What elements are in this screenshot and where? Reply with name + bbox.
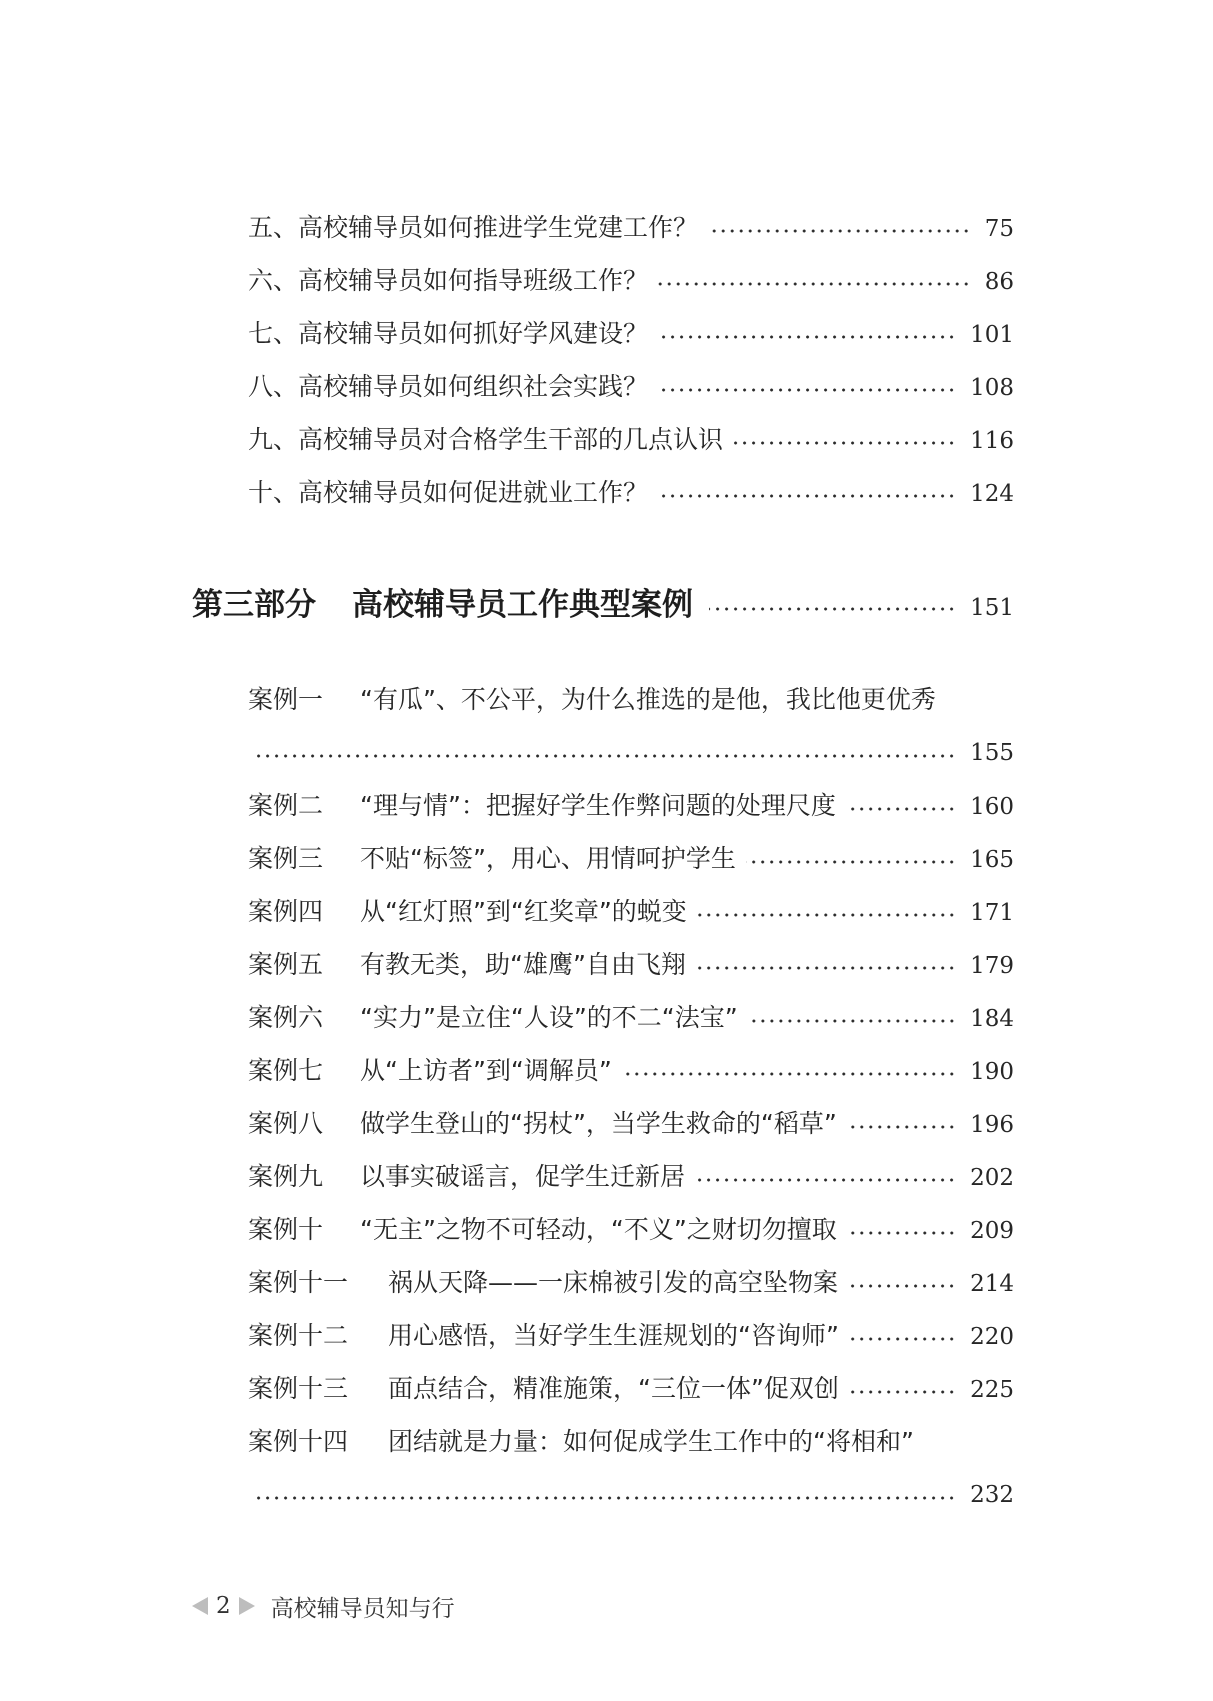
page-footer <box>192 1588 455 1624</box>
leader-dots <box>708 229 971 233</box>
case-title: 面点结合，精准施策，“三位一体”促双创 <box>388 1374 839 1403</box>
case-number: 案例一 <box>248 685 324 714</box>
toc-entry-page: 101 <box>970 322 1014 348</box>
toc-entry[interactable] <box>248 367 1014 407</box>
toc-entry-label: 七、高校辅导员如何抓好学风建设？ <box>248 319 649 348</box>
toc-case-entry-continuation[interactable] <box>256 733 1014 773</box>
leader-dots <box>658 388 956 392</box>
leader-dots <box>622 1072 956 1076</box>
toc-entry-page: 124 <box>970 481 1014 507</box>
case-title: 做学生登山的“拐杖”，当学生救命的“稻草” <box>360 1109 837 1138</box>
case-page: 171 <box>970 900 1014 926</box>
case-page: 214 <box>970 1271 1014 1297</box>
toc-case-entry[interactable] <box>248 786 1014 826</box>
case-number: 案例七 <box>248 1056 324 1085</box>
toc-entry-page: 108 <box>970 375 1014 401</box>
case-title: “实力”是立住“人设”的不二“法宝” <box>360 1003 738 1032</box>
case-title: “理与情”：把握好学生作弊问题的处理尺度 <box>360 791 836 820</box>
case-title: 祸从天降——一床棉被引发的高空坠物案 <box>388 1268 839 1297</box>
footer-book-title: 高校辅导员知与行 <box>270 1595 455 1622</box>
toc-case-entry[interactable] <box>248 1210 1014 1250</box>
case-page: 196 <box>970 1112 1014 1138</box>
case-title: 从“上访者”到“调解员” <box>360 1056 612 1085</box>
leader-dots <box>658 335 956 339</box>
leader-dots <box>846 807 956 811</box>
toc-case-entry[interactable] <box>248 945 1014 985</box>
leader-dots <box>847 1125 956 1129</box>
toc-case-entry[interactable] <box>248 1422 1014 1462</box>
case-number: 案例十三 <box>248 1374 349 1403</box>
case-number: 案例六 <box>248 1003 324 1032</box>
case-number: 案例四 <box>248 897 324 926</box>
leader-dots <box>697 913 956 917</box>
toc-case-entry[interactable] <box>248 998 1014 1038</box>
toc-section-heading[interactable] <box>192 580 1014 630</box>
toc-entry[interactable] <box>248 208 1014 248</box>
toc-case-entry-continuation[interactable] <box>256 1475 1014 1515</box>
case-page: 209 <box>970 1218 1014 1244</box>
triangle-right-icon <box>239 1597 255 1615</box>
case-page: 220 <box>970 1324 1014 1350</box>
case-number: 案例九 <box>248 1162 324 1191</box>
toc-entry[interactable] <box>248 420 1014 460</box>
case-page: 232 <box>970 1482 1014 1508</box>
case-title: “有瓜”、不公平，为什么推选的是他，我比他更优秀 <box>360 685 936 714</box>
leader-dots <box>709 607 956 611</box>
case-number: 案例三 <box>248 844 324 873</box>
toc-case-entry[interactable] <box>248 1104 1014 1144</box>
case-title: “无主”之物不可轻动，“不义”之财切勿擅取 <box>360 1215 837 1244</box>
case-number: 案例十四 <box>248 1427 349 1456</box>
case-title: 团结就是力量：如何促成学生工作中的“将相和” <box>388 1427 914 1456</box>
case-title: 用心感悟，当好学生生涯规划的“咨询师” <box>388 1321 839 1350</box>
toc-case-entry[interactable] <box>248 680 1014 720</box>
case-number: 案例八 <box>248 1109 324 1138</box>
toc-entry-page: 86 <box>984 269 1014 295</box>
toc-entry-label: 八、高校辅导员如何组织社会实践？ <box>248 372 649 401</box>
leader-dots <box>658 282 971 286</box>
case-title: 有教无类，助“雄鹰”自由飞翔 <box>360 950 686 979</box>
case-title: 不贴“标签”，用心、用情呵护学生 <box>360 844 736 873</box>
case-number: 案例五 <box>248 950 324 979</box>
toc-entry-label: 六、高校辅导员如何指导班级工作？ <box>248 266 649 295</box>
toc-case-entry[interactable] <box>248 892 1014 932</box>
case-page: 160 <box>970 794 1014 820</box>
toc-case-entry[interactable] <box>248 1316 1014 1356</box>
case-number: 案例十二 <box>248 1321 349 1350</box>
toc-case-entry[interactable] <box>248 1263 1014 1303</box>
case-page: 225 <box>970 1377 1014 1403</box>
case-page: 202 <box>970 1165 1014 1191</box>
toc-entry[interactable] <box>248 261 1014 301</box>
toc-entry[interactable] <box>248 314 1014 354</box>
leader-dots <box>748 1019 956 1023</box>
case-title: 以事实破谣言，促学生迁新居 <box>360 1162 686 1191</box>
leader-dots <box>849 1390 956 1394</box>
case-page: 190 <box>970 1059 1014 1085</box>
toc-case-entry[interactable] <box>248 1369 1014 1409</box>
leader-dots <box>746 860 956 864</box>
toc-case-entry[interactable] <box>248 839 1014 879</box>
case-number: 案例十 <box>248 1215 324 1244</box>
leader-dots <box>733 441 956 445</box>
section-page: 151 <box>970 595 1014 621</box>
toc-entry-page: 75 <box>984 216 1014 242</box>
triangle-left-icon <box>192 1597 208 1615</box>
toc-entry-label: 十、高校辅导员如何促进就业工作？ <box>248 478 649 507</box>
toc-case-entry[interactable] <box>248 1157 1014 1197</box>
toc-entry-page: 116 <box>970 428 1014 454</box>
leader-dots <box>256 1496 956 1500</box>
section-title: 高校辅导员工作典型案例 <box>352 587 693 623</box>
leader-dots <box>847 1231 956 1235</box>
leader-dots <box>696 966 956 970</box>
leader-dots <box>695 1178 956 1182</box>
toc-entry-label: 九、高校辅导员对合格学生干部的几点认识 <box>248 425 724 454</box>
case-page: 184 <box>970 1006 1014 1032</box>
case-title: 从“红灯照”到“红奖章”的蜕变 <box>360 897 687 926</box>
toc-entry-label: 五、高校辅导员如何推进学生党建工作？ <box>248 213 699 242</box>
case-number: 案例二 <box>248 791 324 820</box>
footer-page-number: 2 <box>216 1593 231 1619</box>
case-page: 165 <box>970 847 1014 873</box>
leader-dots <box>849 1337 956 1341</box>
toc-case-entry[interactable] <box>248 1051 1014 1091</box>
case-number: 案例十一 <box>248 1268 349 1297</box>
case-page: 155 <box>970 740 1014 766</box>
toc-entry[interactable] <box>248 473 1014 513</box>
case-page: 179 <box>970 953 1014 979</box>
leader-dots <box>848 1284 956 1288</box>
leader-dots <box>658 494 956 498</box>
leader-dots <box>256 754 956 758</box>
section-number: 第三部分 <box>192 587 316 623</box>
